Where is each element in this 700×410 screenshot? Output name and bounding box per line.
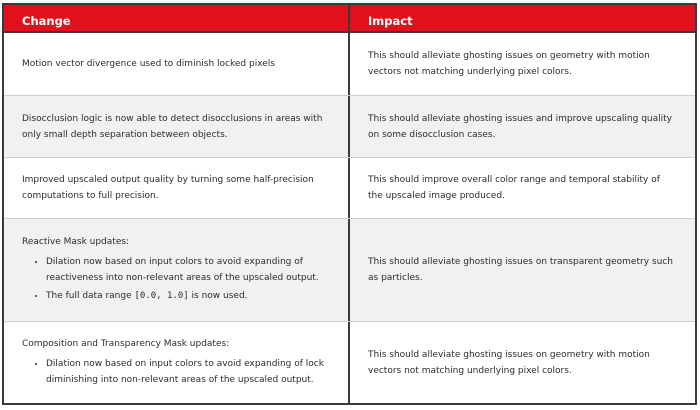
impact-cell [350, 322, 695, 403]
table-row [4, 322, 695, 403]
impact-cell [350, 96, 695, 157]
table-header [4, 5, 695, 33]
table-row [4, 219, 695, 322]
bullet-list [22, 356, 334, 390]
table-row [4, 33, 695, 96]
changes-table [2, 3, 697, 405]
change-cell [4, 96, 350, 157]
change-text: Motion vector divergence used to diminish locked pixels [22, 59, 275, 69]
change-cell [4, 219, 350, 321]
impact-text: This should alleviate ghosting issues on geometry with motion vectors not matching underlying pixel colors. [368, 51, 650, 77]
change-cell [4, 158, 350, 218]
change-text: Reactive Mask updates: [22, 237, 130, 247]
impact-text: This should alleviate ghosting issues on geometry with motion vectors not matching underlying pixel colors. [368, 349, 650, 376]
change-text: Disocclusion logic is now able to detect disocclusions in areas with only small depth separation between objects. [22, 113, 323, 140]
impact-cell [350, 33, 695, 95]
change-text: Composition and Transparency Mask updates: [22, 338, 230, 349]
bullet-list [22, 254, 334, 306]
impact-cell [350, 158, 695, 218]
list-item: • Dilation now based on input colors to avoid expanding of reactiveness into non-relevant areas of the upscaled output. [46, 254, 334, 286]
impact-text: This should alleviate ghosting issues on transparent geometry such as particles. [368, 257, 673, 283]
impact-text: This should improve overall color range and temporal stability of the upscaled image produced. [368, 175, 660, 201]
impact-text: This should alleviate ghosting issues and improve upscaling quality on some disocclusion cases. [368, 113, 672, 140]
code-range: [0.0, 1.0] [134, 291, 189, 301]
change-text: Improved upscaled output quality by turning some half-precision computations to full precision. [22, 175, 314, 201]
list-item: • The full data range [0.0, 1.0] is now used. [46, 288, 334, 304]
header-impact: Impact [368, 14, 413, 28]
change-cell [4, 322, 350, 403]
change-cell [4, 33, 350, 95]
table-row [4, 96, 695, 158]
header-change: Change [4, 5, 350, 31]
list-item: • Dilation now based on input colors to avoid expanding of lock diminishing into non-relevant areas of the upscaled output. [46, 356, 334, 388]
table-row [4, 158, 695, 219]
impact-cell [350, 219, 695, 321]
